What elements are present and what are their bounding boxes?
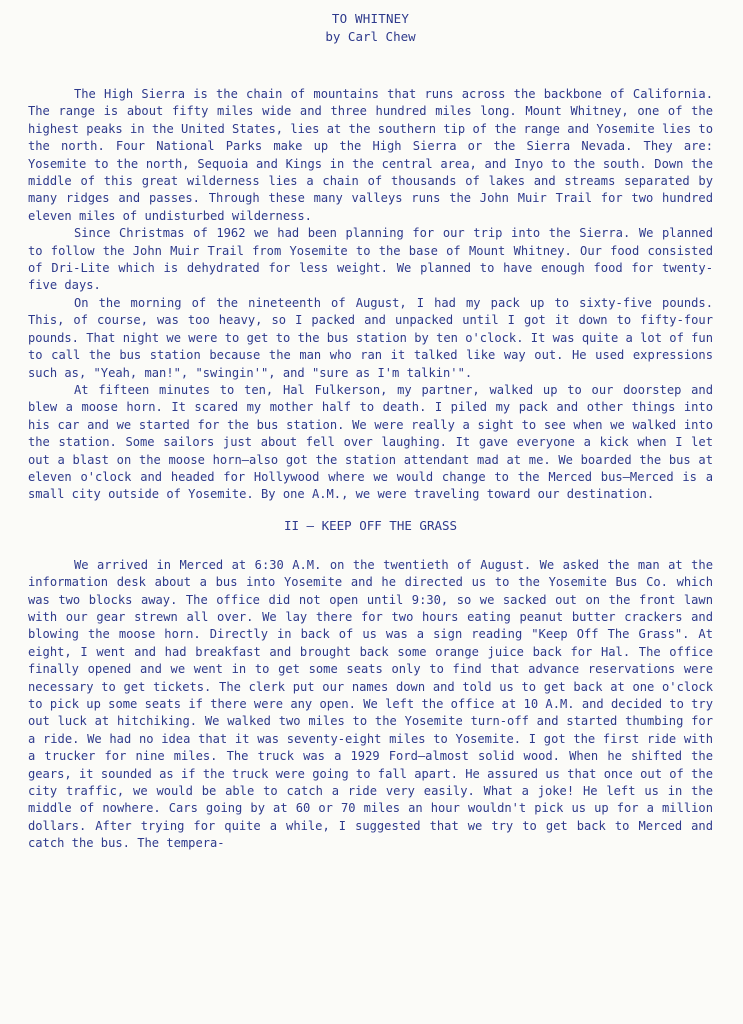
- paragraph: We arrived in Merced at 6:30 A.M. on the twentieth of August. We asked the man at the information desk about a bus into Yosemite and he directed us to the Yosemite Bus Co. which was two blocks away. The office did not open until 9:30, so we sacked out on the front lawn with our gear strewn all over. We lay there for two hours eating peanut butter crackers and blowing the moose horn. Directly in back of us was a sign reading "Keep Off The Grass". At eight, I went and had breakfast and brought back some orange juice back for Hal. The office finally opened and we went in to get some seats only to find that advance reservations were necessary to get tickets. The clerk put our names down and told us to get back at one o'clock to pick up some seats if there were any open. We left the office at 10 A.M. and decided to try out luck at hitchiking. We walked two miles to the Yosemite turn-off and started thumbing for a ride. We had no idea that it was seventy-eight miles to Yosemite. I got the first ride with a trucker for nine miles. The truck was a 1929 Ford—almost solid wood. When he shifted the gears, it sounded as if the truck were going to fall apart. He assured us that once out of the city traffic, we would be able to catch a ride very easily. What a joke! He left us in the middle of nowhere. Cars going by at 60 or 70 miles an hour wouldn't pick us up for a million dollars. After trying for quite a while, I suggested that we try to get back to Merced and catch the bus. The tempera-: [28, 557, 713, 851]
- section-two: [28, 557, 713, 853]
- paragraph: On the morning of the nineteenth of August, I had my pack up to sixty-five pounds. This, of course, was too heavy, so I packed and unpacked until I got it down to fifty-four pounds. That night we were to get to the bus station by ten o'clock. It was quite a lot of fun to call the bus station because the man who ran it talked like way out. He used expressions such as, "Yeah, man!", "swingin'", and "sure as I'm talkin'".: [28, 295, 713, 380]
- paragraph: At fifteen minutes to ten, Hal Fulkerson, my partner, walked up to our doorstep and blew a moose horn. It scared my mother half to death. I piled my pack and other things into his car and we started for the bus station. We were really a sight to see when we walked into the station. Some sailors just about fell over laughing. It gave everyone a kick when I let out a blast on the moose horn—also got the station attendant mad at me. We boarded the bus at eleven o'clock and headed for Hollywood where we would change to the Merced bus—Merced is a small city outside of Yosemite. By one A.M., we were traveling toward our destination.: [28, 382, 713, 502]
- author-byline: by Carl Chew: [325, 29, 416, 44]
- document-title: TO WHITNEY: [331, 11, 410, 26]
- section-two-heading: II — KEEP OFF THE GRASS: [283, 517, 458, 533]
- section-one: [28, 86, 713, 504]
- paragraph: Since Christmas of 1962 we had been planning for our trip into the Sierra. We planned to follow the John Muir Trail from Yosemite to the base of Mount Whitney. Our food consisted of Dri-Lite which is dehydrated for less weight. We planned to have enough food for twenty-five days.: [28, 226, 713, 293]
- paragraph: The High Sierra is the chain of mountains that runs across the backbone of California. The range is about fifty miles wide and three hundred miles long. Mount Whitney, one of the highest peaks in the United States, lies at the southern tip of the range and Yosemite lies to the north. Four National Parks make up the High Sierra or the Sierra Nevada. They are: Yosemite to the north, Sequoia and Kings in the central area, and Inyo to the south. Down the middle of this great wilderness lies a chain of thousands of lakes and streams separated by many ridges and passes. Through these many valleys runs the John Muir Trail for two hundred eleven miles of undisturbed wilderness.: [28, 87, 713, 223]
